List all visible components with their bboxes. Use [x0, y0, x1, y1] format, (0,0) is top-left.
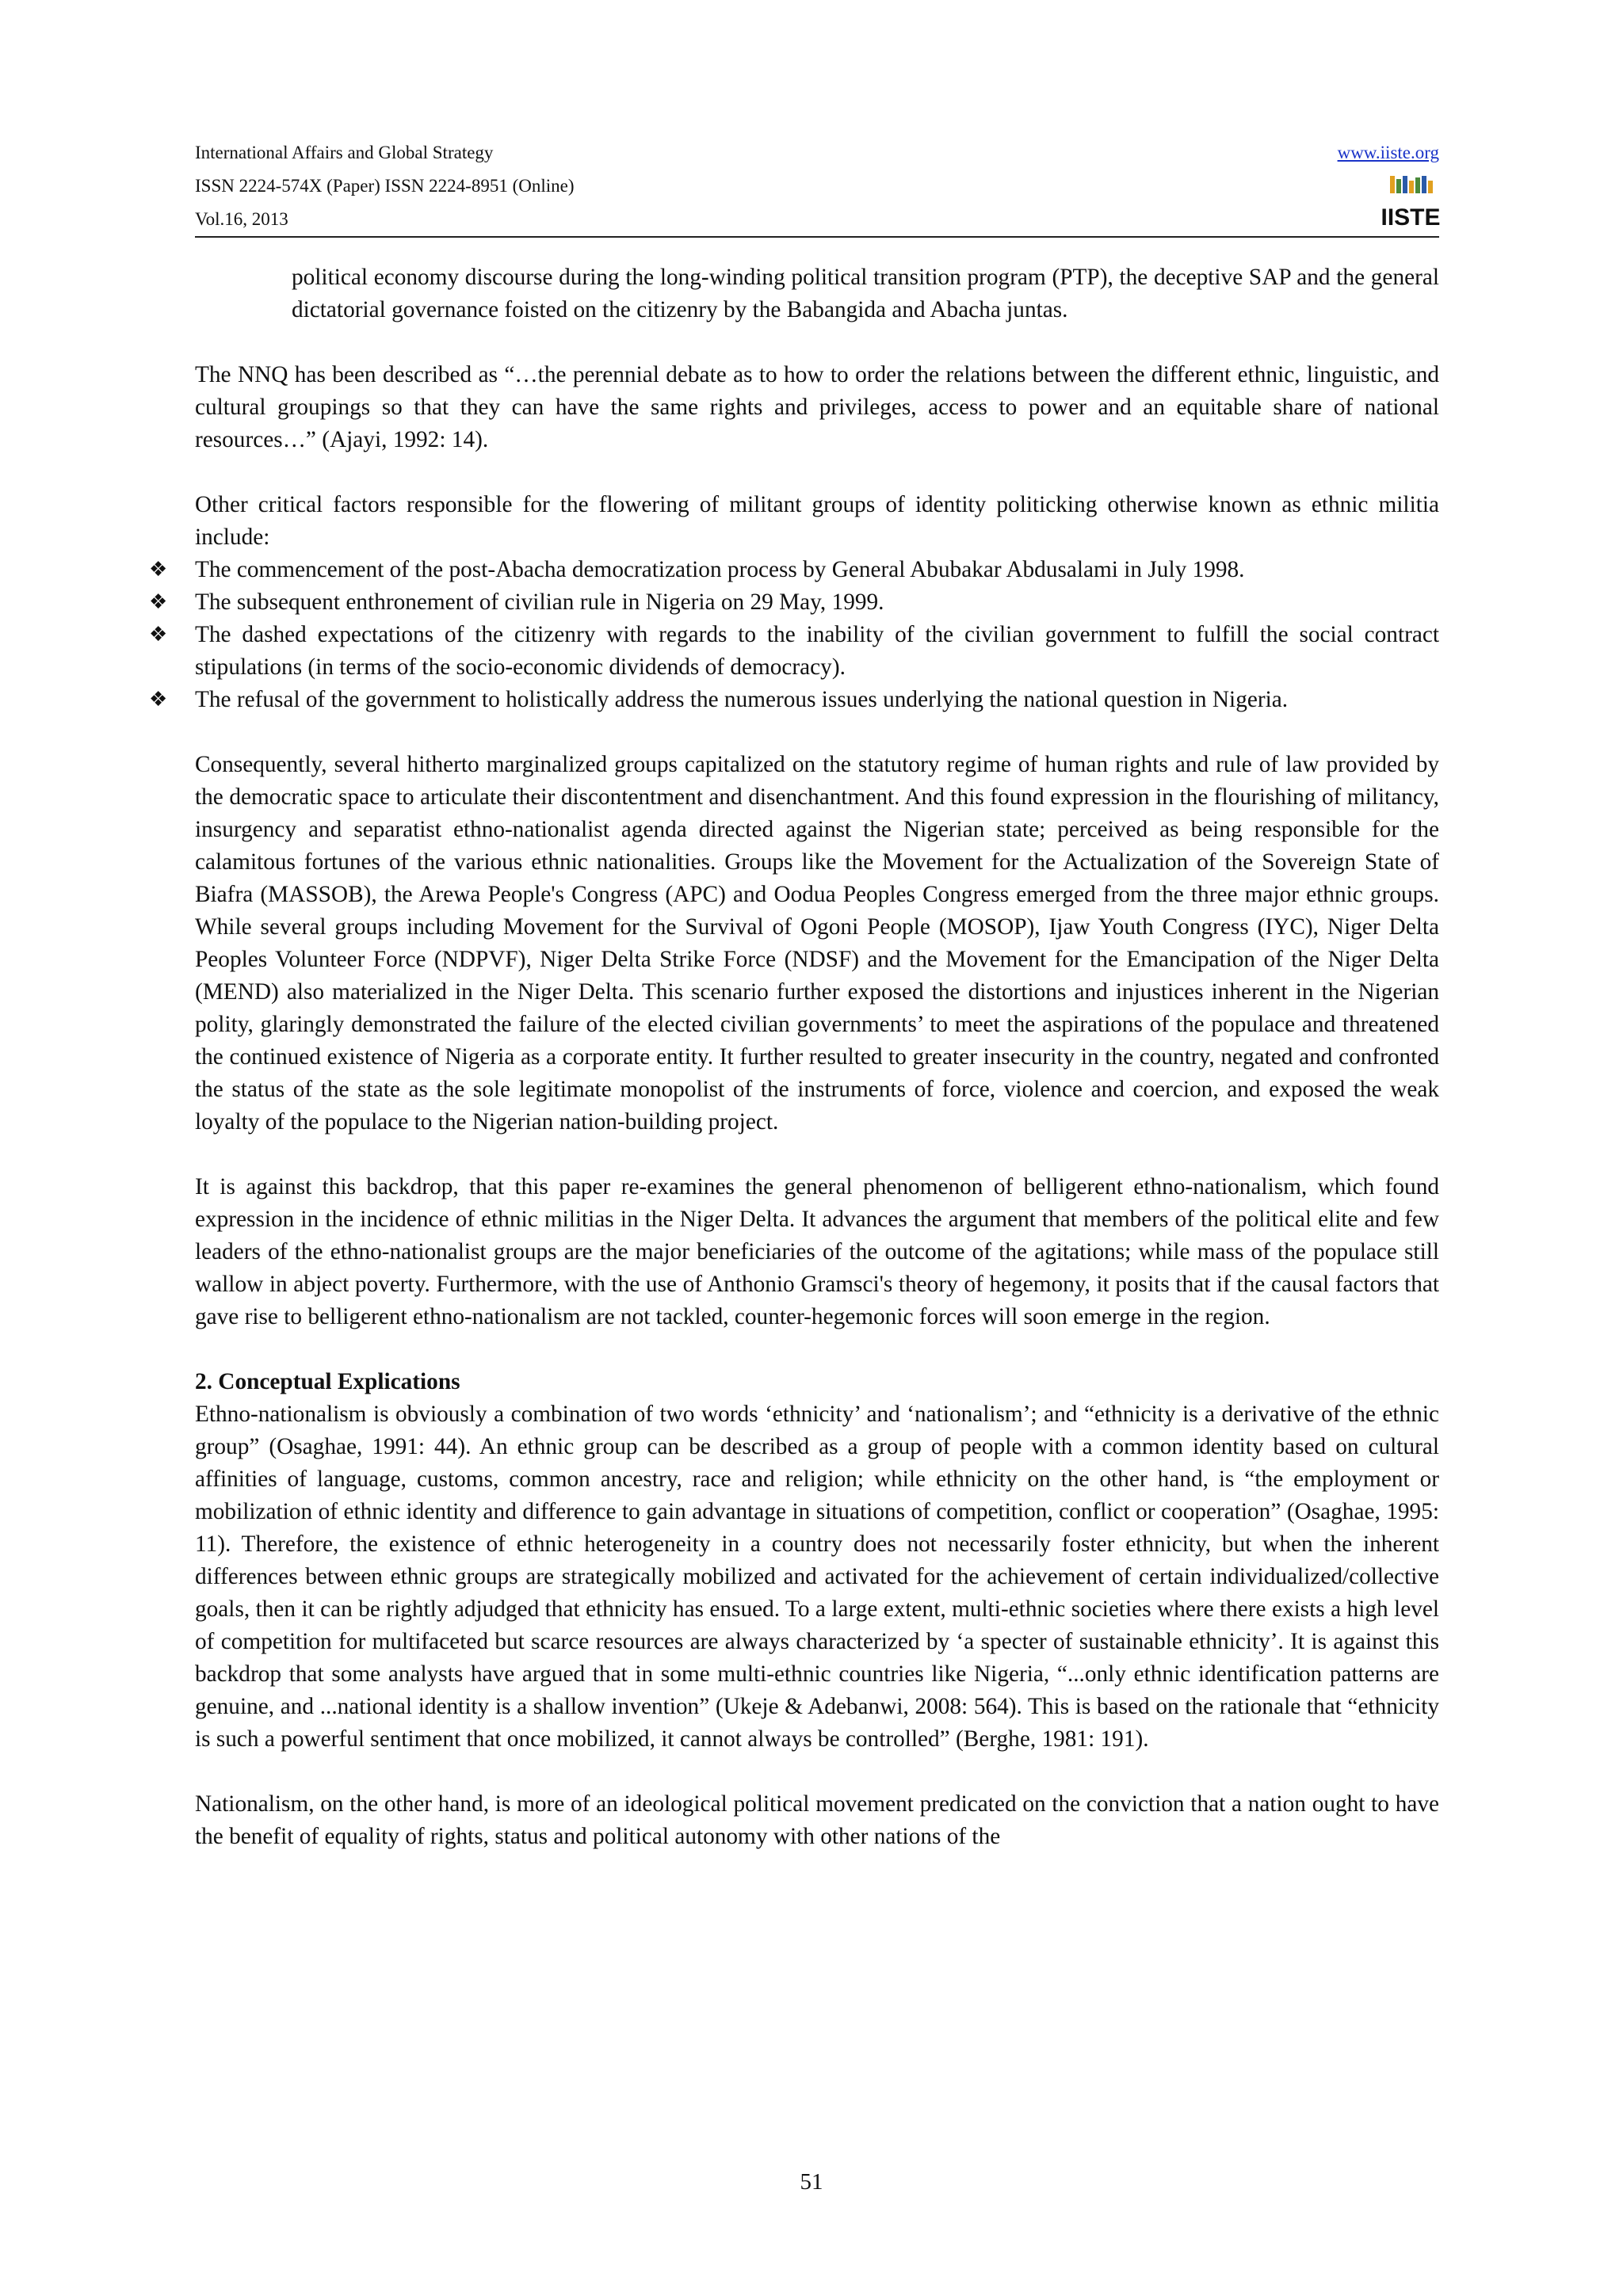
- list-item: [149, 554, 1439, 586]
- paragraph-nationalism: Nationalism, on the other hand, is more of an ideological political movement predicated on the conviction that a nation ought to have the benefit of equality of rights, status and political autonomy with other nations of the: [195, 1791, 1439, 1849]
- bullet-diamond-icon: ❖: [149, 623, 168, 646]
- list-item: [149, 619, 1439, 684]
- bullet-diamond-icon: ❖: [149, 688, 168, 711]
- list-item-text: The refusal of the government to holistically address the numerous issues underlying the national question in Nigeria.: [195, 687, 1289, 712]
- page-header: [195, 136, 1439, 236]
- page-number: 51: [800, 2169, 823, 2195]
- iiste-logo: [1381, 174, 1441, 231]
- list-item-text: The commencement of the post-Abacha democratization process by General Abubakar Abdusalami in July 1998.: [195, 557, 1245, 582]
- list-item-text: The dashed expectations of the citizenry with regards to the inability of the civilian government to fulfill the social contract stipulations (in terms of the socio-economic dividends of democracy).: [195, 622, 1439, 680]
- section-heading: 2. Conceptual Explications: [195, 1369, 460, 1394]
- paragraph-nnq: The NNQ has been described as “…the perennial debate as to how to order the relations between the different ethnic, linguistic, and cultural groupings so that they can have the same rights and privileges, access to power and an equitable share of national resources…” (Ajayi, 1992: 14).: [195, 362, 1439, 452]
- bullet-diamond-icon: ❖: [149, 590, 168, 614]
- paragraph-factors: Other critical factors responsible for the flowering of militant groups of identity politicking otherwise known as ethnic militia include:: [195, 492, 1439, 550]
- logo-text: IISTE: [1381, 204, 1441, 231]
- journal-title: [195, 136, 1439, 170]
- volume-line: Vol.16, 2013: [195, 209, 288, 229]
- list-item: [149, 684, 1439, 716]
- factors-list: [149, 554, 1439, 716]
- list-item: [149, 586, 1439, 619]
- journal-name: International Affairs and Global Strategy: [195, 143, 494, 162]
- header-divider: [195, 236, 1439, 238]
- paragraph-consequently: Consequently, several hitherto marginalized groups capitalized on the statutory regime of human rights and rule of law provided by the democratic space to articulate their discontentment and disenchantment. And this found expression in the flourishing of militancy, insurgency and separatist ethno-nationalist agenda directed against the Nigerian state; perceived as being responsible for the calamitous fortunes of the various ethnic nationalities. Groups like the Movement for the Actualization of the Sovereign State of Biafra (MASSOB), the Arewa People's Congress (APC) and Oodua Peoples Congress emerged from the three major ethnic groups. While several groups including Movement for the Survival of Ogoni People (MOSOP), Ijaw Youth Congress (IYC), Niger Delta Peoples Volunteer Force (NDPVF), Niger Delta Strike Force (NDSF) and the Movement for the Emancipation of the Niger Delta (MEND) also materialized in the Niger Delta. This scenario further exposed the distortions and injustices inherent in the Nigerian polity, glaringly demonstrated the failure of the elected civilian governments’ to meet the aspirations of the populace and threatened the continued existence of Nigeria as a corporate entity. It further resulted to greater insecurity in the country, negated and confronted the status of the state as the sole legitimate monopolist of the instruments of force, violence and coercion, and exposed the weak loyalty of the populace to the Nigerian nation-building project.: [195, 752, 1439, 1135]
- list-item-text: The subsequent enthronement of civilian rule in Nigeria on 29 May, 1999.: [195, 589, 884, 615]
- paragraph-continued: political economy discourse during the long-winding political transition program (PTP), the deceptive SAP and the general dictatorial governance foisted on the citizenry by the Babangida and Abacha juntas.: [292, 265, 1439, 322]
- article-body: [149, 261, 1439, 1886]
- issn-line: ISSN 2224-574X (Paper) ISSN 2224-8951 (Online): [195, 176, 575, 196]
- paragraph-ethno-nationalism: Ethno-nationalism is obviously a combination of two words ‘ethnicity’ and ‘nationalism’; and “ethnicity is a derivative of the ethnic group” (Osaghae, 1991: 44). An ethnic group can be described as a group of people with a common identity based on cultural affinities of language, customs, common ancestry, race and religion; while ethnicity on the other hand, is “the employment or mobilization of ethnic identity and difference to gain advantage in situations of competition, conflict or cooperation” (Osaghae, 1995: 11). Therefore, the existence of ethnic heterogeneity in a country does not necessarily foster ethnicity, but when the inherent differences between ethnic groups are strategically mobilized and activated for the achievement of certain individualized/collective goals, then it can be rightly adjudged that ethnicity has ensued. To a large extent, multi-ethnic societies where there exists a high level of competition for multifaceted but scarce resources are always characterized by ‘a specter of sustainable ethnicity’. It is against this backdrop that some analysts have argued that in some multi-ethnic countries like Nigeria, “...only ethnic identification patterns are genuine, and ...national identity is a shallow invention” (Ukeje & Adebanwi, 2008: 564). This is based on the rationale that “ethnicity is such a powerful sentiment that once mobilized, it cannot always be controlled” (Berghe, 1981: 191).: [195, 1402, 1439, 1752]
- bullet-diamond-icon: ❖: [149, 558, 168, 582]
- website-link[interactable]: www.iiste.org: [1337, 143, 1439, 162]
- paragraph-backdrop: It is against this backdrop, that this paper re-examines the general phenomenon of belligerent ethno-nationalism, which found expression in the incidence of ethnic militias in the Niger Delta. It advances the argument that members of the political elite and few leaders of the ethno-nationalist groups are the major beneficiaries of the outcome of the agitations; while mass of the populace still wallow in abject poverty. Furthermore, with the use of Anthonio Gramsci's theory of hegemony, it posits that if the causal factors that gave rise to belligerent ethno-nationalism are not tackled, counter-hegemonic forces will soon emerge in the region.: [195, 1174, 1439, 1329]
